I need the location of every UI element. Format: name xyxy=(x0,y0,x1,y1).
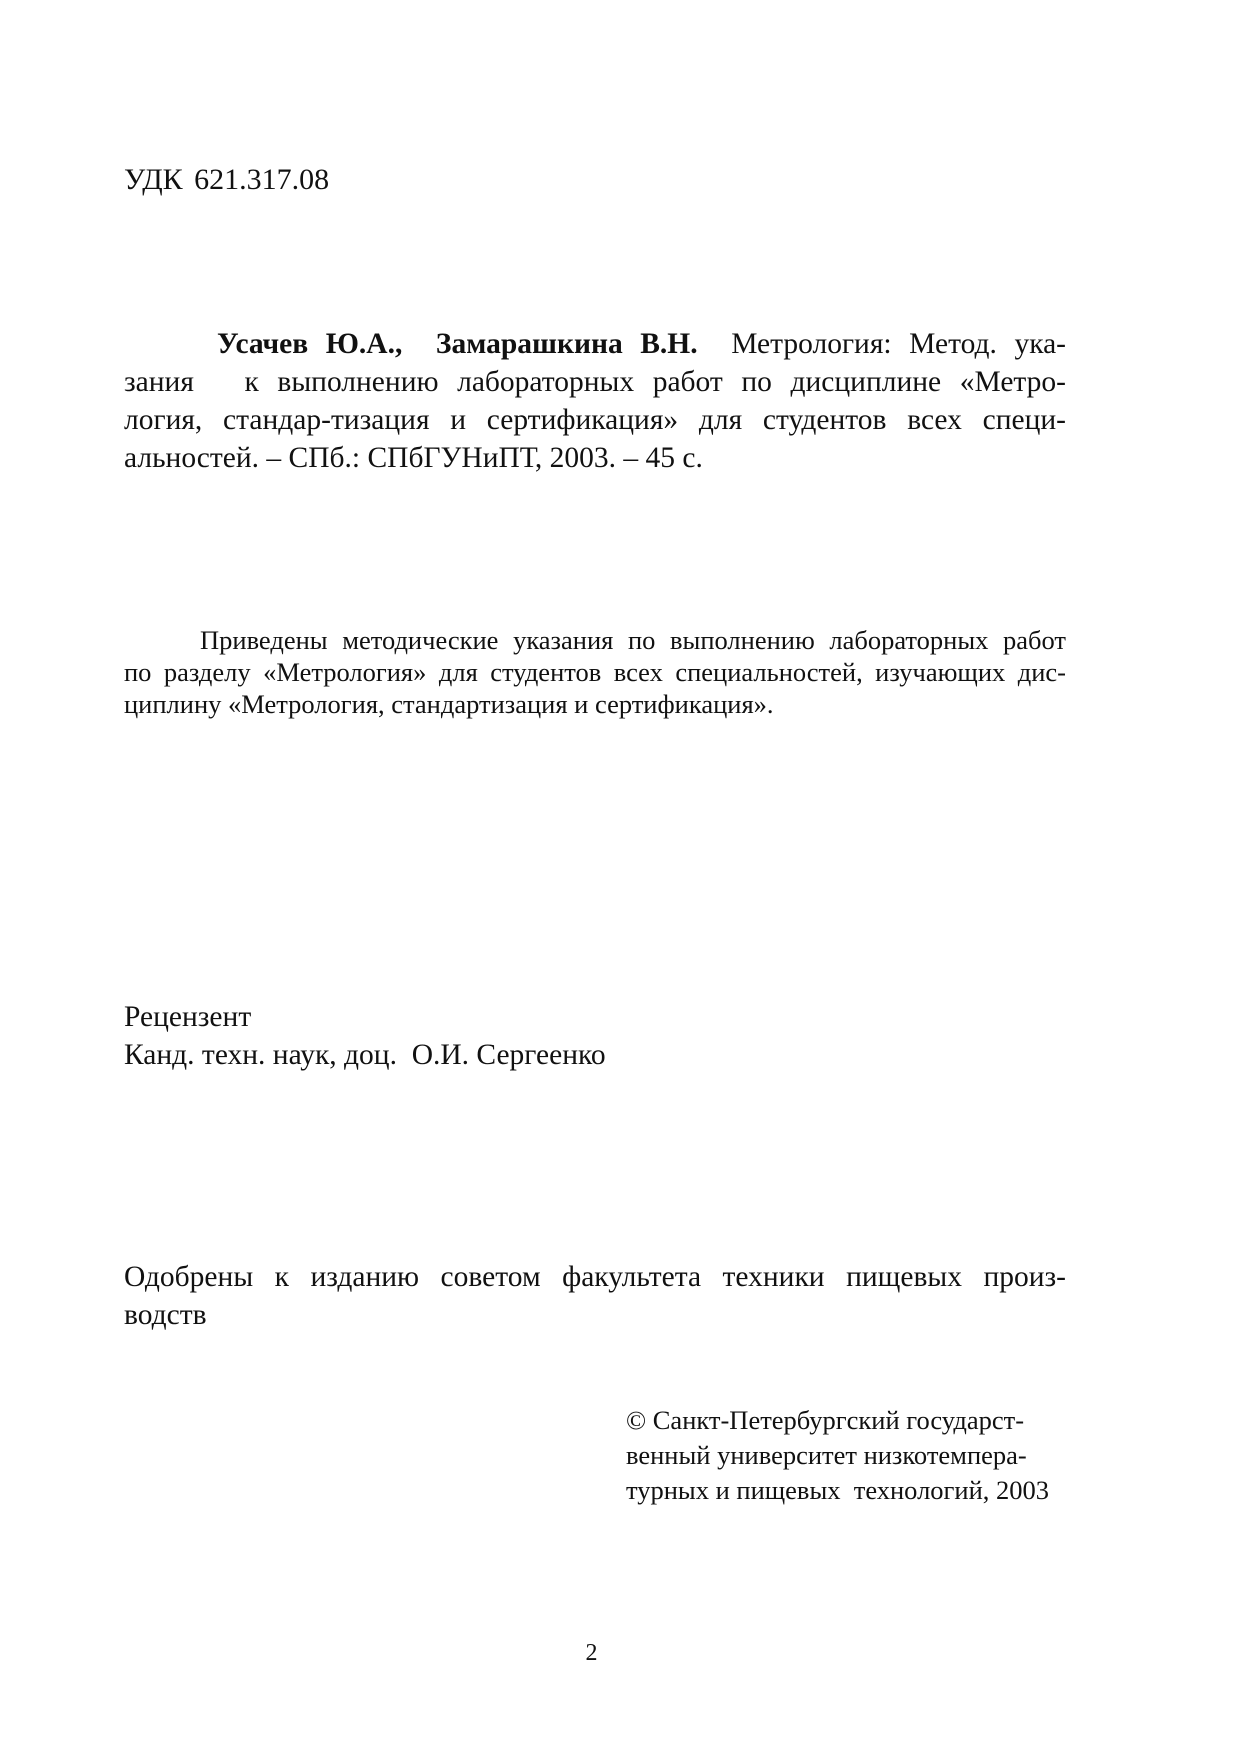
bibliographic-description xyxy=(124,325,1066,477)
biblio-line-1 xyxy=(124,325,1066,363)
biblio-line-2 xyxy=(124,363,1066,401)
biblio-line-3: логия, стандар-тизация и сертификация» для студентов всех специ- xyxy=(124,404,1066,436)
udk-code: УДК 621.317.08 xyxy=(124,163,330,196)
approval-note xyxy=(124,1258,1066,1334)
page-number: 2 xyxy=(585,1640,598,1666)
reviewer-label: Рецензент xyxy=(124,1001,252,1033)
copyright-line-2: венный университет низкотемпера- xyxy=(626,1440,1027,1470)
author-1: Усачев Ю.А., xyxy=(217,328,403,360)
copyright-line-1: © Санкт-Петербургский государст- xyxy=(626,1405,1025,1435)
copyright-notice xyxy=(626,1403,1056,1508)
annotation-line-2: по разделу «Метрология» для студентов всех специальностей, изучающих дис- xyxy=(124,657,1066,687)
annotation-line-1: Приведены методические указания по выполнению лабораторных работ xyxy=(200,625,1066,655)
biblio-word: зания xyxy=(124,366,194,398)
biblio-line-2-text: к выполнению лабораторных работ по дисциплине «Метро- xyxy=(244,366,1066,398)
approval-line-1: Одобрены к изданию советом факультета техники пищевых произ- xyxy=(124,1261,1066,1293)
author-2: Замарашкина В.Н. xyxy=(435,328,698,360)
biblio-line-4: альностей. – СПб.: СПбГУНиПТ, 2003. – 45 с. xyxy=(124,442,703,474)
biblio-title-start: Метрология: Метод. ука- xyxy=(731,328,1067,360)
annotation-line-3: циплину «Метрология, стандартизация и сертификация». xyxy=(124,689,774,719)
annotation xyxy=(124,624,1066,720)
reviewer-block xyxy=(124,998,1066,1074)
reviewer-name: Канд. техн. наук, доц. О.И. Сергеенко xyxy=(124,1039,606,1071)
copyright-line-3: турных и пищевых технологий, 2003 xyxy=(626,1475,1050,1505)
approval-line-2: водств xyxy=(124,1299,207,1331)
